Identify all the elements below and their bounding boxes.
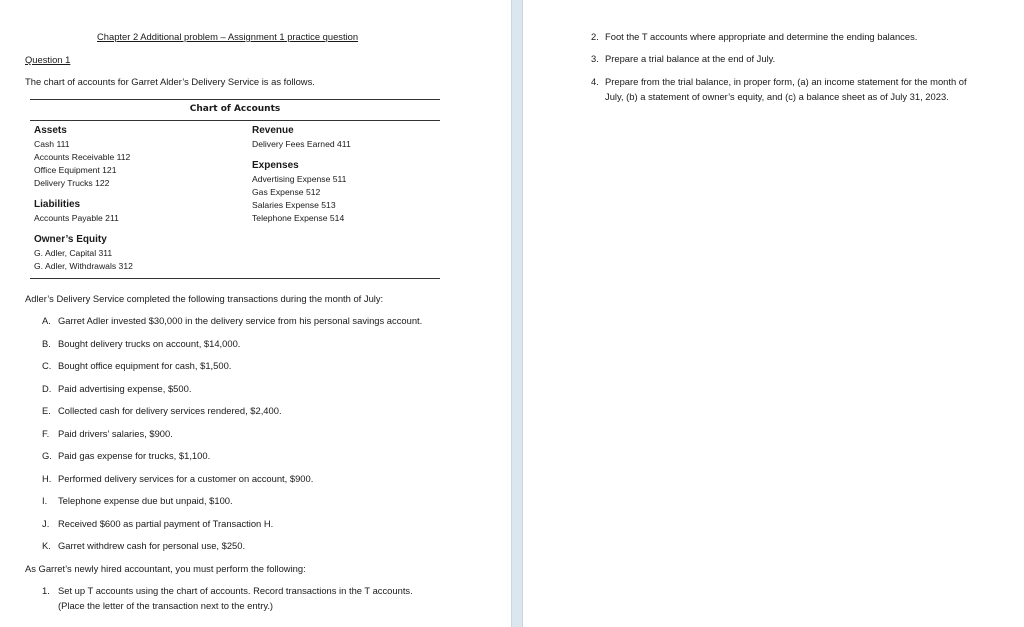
coa-asset-item: Delivery Trucks 122 [34, 178, 110, 188]
transaction-label: A. [42, 315, 51, 326]
coa-equity-item: G. Adler, Capital 311 [34, 248, 113, 258]
task-item [591, 76, 967, 88]
transaction-text: Paid drivers’ salaries, $900. [58, 428, 173, 439]
transaction-label: E. [42, 405, 51, 416]
task-item [591, 31, 918, 43]
task-item [591, 53, 776, 65]
transaction-text: Collected cash for delivery services rendered, $2,400. [58, 405, 282, 416]
task-text: Prepare a trial balance at the end of July. [605, 53, 776, 64]
transaction-label: C. [42, 360, 52, 371]
coa-expense-item: Telephone Expense 514 [252, 213, 345, 223]
transaction-label: K. [42, 540, 51, 551]
transaction-label: J. [42, 518, 50, 529]
transaction-item [42, 518, 273, 530]
task-text-continued: July, (b) a statement of owner’s equity, and (c) a balance sheet as of July 31, 2023. [605, 91, 949, 102]
coa-title: Chart of Accounts [189, 104, 281, 114]
coa-asset-item: Office Equipment 121 [34, 165, 117, 175]
coa-top-rule [30, 99, 440, 100]
tasks-intro: As Garret’s newly hired accountant, you must perform the following: [25, 563, 306, 574]
transaction-item [42, 540, 245, 552]
transaction-item [42, 338, 240, 350]
transaction-label: D. [42, 383, 52, 394]
transaction-text: Garret Adler invested $30,000 in the delivery service from his personal savings account. [58, 315, 423, 326]
task-number: 2. [591, 31, 599, 42]
chart-intro: The chart of accounts for Garret Alder’s Delivery Service is as follows. [25, 76, 315, 87]
task-number: 3. [591, 53, 599, 64]
transaction-text: Received $600 as partial payment of Transaction H. [58, 518, 274, 529]
coa-revenue-item: Delivery Fees Earned 411 [252, 139, 351, 149]
document-title: Chapter 2 Additional problem – Assignment 1 practice question [97, 31, 359, 42]
coa-equity-item: G. Adler, Withdrawals 312 [34, 261, 133, 271]
task-text-continued: (Place the letter of the transaction next to the entry.) [58, 600, 274, 611]
coa-asset-item: Accounts Receivable 112 [34, 152, 131, 162]
transactions-intro: Adler’s Delivery Service completed the following transactions during the month of July: [25, 293, 384, 304]
transaction-item [42, 473, 313, 485]
document-page-left [0, 0, 511, 627]
task-text: Set up T accounts using the chart of accounts. Record transactions in the T accounts. [58, 585, 413, 596]
task-text: Prepare from the trial balance, in proper form, (a) an income statement for the month of [605, 76, 967, 87]
transaction-label: I. [42, 495, 48, 506]
coa-bottom-rule [30, 278, 440, 279]
coa-expense-item: Salaries Expense 513 [252, 200, 336, 210]
transaction-text: Bought office equipment for cash, $1,500. [58, 360, 232, 371]
coa-revenue-heading: Revenue [252, 125, 294, 136]
task-text: Foot the T accounts where appropriate and determine the ending balances. [605, 31, 918, 42]
transaction-text: Paid advertising expense, $500. [58, 383, 192, 394]
coa-liability-item: Accounts Payable 211 [34, 213, 119, 223]
coa-expense-item: Advertising Expense 511 [252, 174, 347, 184]
document-page-right [523, 0, 1024, 627]
transaction-item [42, 495, 233, 507]
transaction-text: Garret withdrew cash for personal use, $250. [58, 540, 246, 551]
transaction-text: Telephone expense due but unpaid, $100. [58, 495, 233, 506]
transaction-text: Paid gas expense for trucks, $1,100. [58, 450, 211, 461]
task-number: 4. [591, 76, 599, 87]
coa-expenses-heading: Expenses [252, 160, 299, 171]
transaction-text: Bought delivery trucks on account, $14,000. [58, 338, 241, 349]
transaction-item [42, 383, 191, 395]
transaction-item [42, 405, 282, 417]
transaction-label: F. [42, 428, 50, 439]
coa-liabilities-heading: Liabilities [34, 199, 81, 210]
task-number: 1. [42, 585, 50, 596]
coa-asset-item: Cash 111 [34, 139, 70, 149]
transaction-text: Performed delivery services for a customer on account, $900. [58, 473, 314, 484]
transaction-label: H. [42, 473, 52, 484]
transaction-item [42, 315, 422, 327]
transaction-item [42, 450, 210, 462]
coa-title-rule [30, 120, 440, 121]
coa-expense-item: Gas Expense 512 [252, 187, 321, 197]
question-heading: Question 1 [25, 54, 71, 65]
transaction-label: B. [42, 338, 51, 349]
page-divider [511, 0, 523, 627]
coa-assets-heading: Assets [34, 125, 67, 136]
coa-equity-heading: Owner’s Equity [34, 234, 107, 245]
task-item [42, 585, 413, 597]
transaction-item [42, 360, 231, 372]
transaction-item [42, 428, 173, 440]
transaction-label: G. [42, 450, 52, 461]
